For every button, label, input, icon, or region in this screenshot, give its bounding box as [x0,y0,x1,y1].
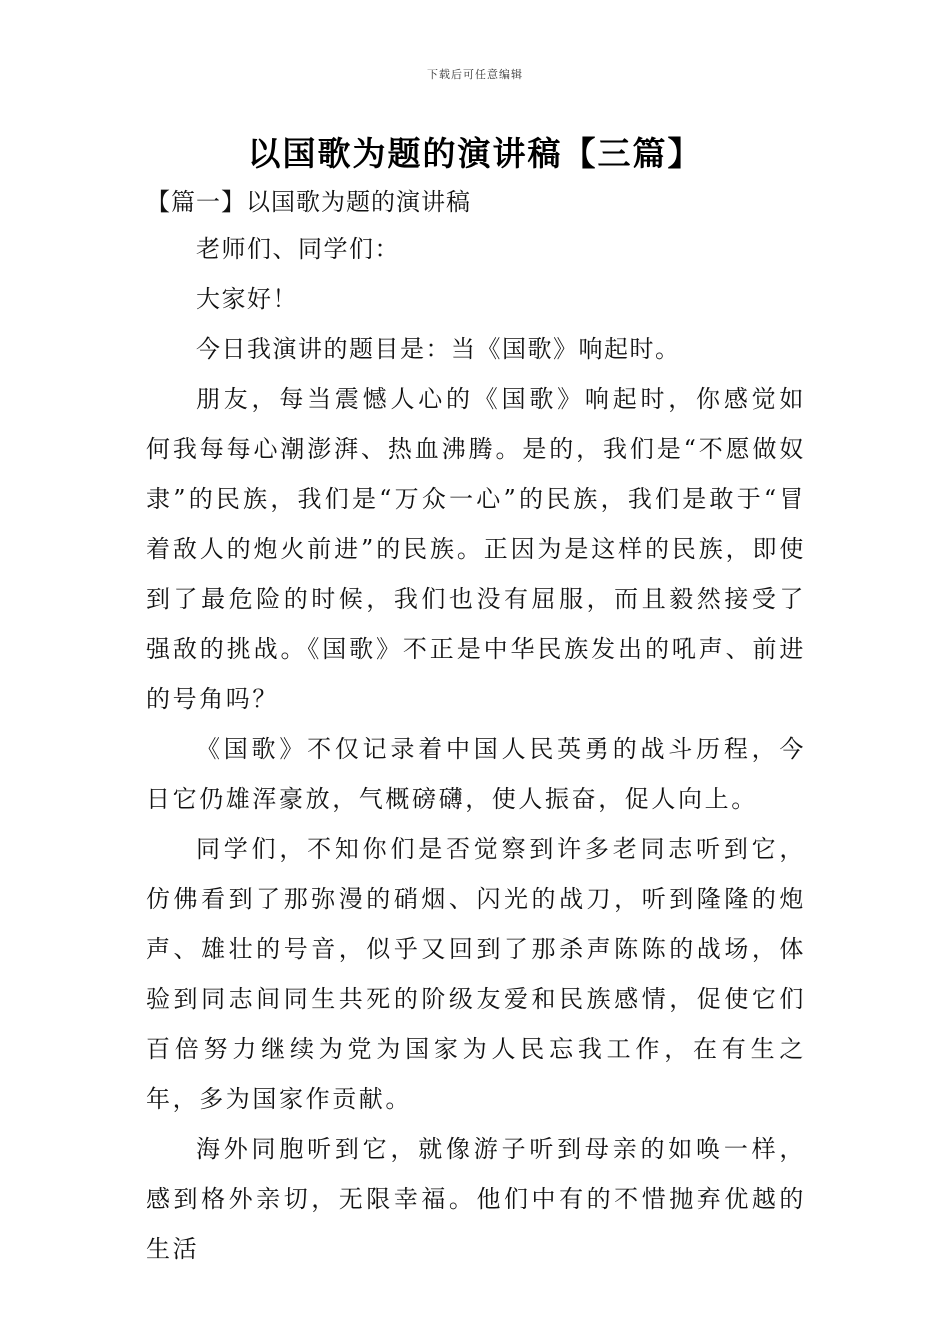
paragraph: 海外同胞听到它，就像游子听到母亲的如唤一样，感到格外亲切，无限幸福。他们中有的不惜抛弃优越的生活 [146,1135,806,1263]
section-heading: 【篇一】以国歌为题的演讲稿 [146,188,471,216]
paragraph: 朋友，每当震憾人心的《国歌》响起时，你感觉如何我每每心潮澎湃、热血沸腾。是的，我们是“不愿做奴隶”的民族，我们是“万众一心”的民族，我们是敢于“冒着敌人的炮火前进”的民族。正因为是这样的民族，即使到了最危险的时候，我们也没有屈服，而且毅然接受了强敌的挑战。《国歌》不正是中华民族发出的吼声、前进的号角吗？ [146,385,806,713]
paragraph-greeting: 大家好！ [196,285,298,313]
paragraph-topic: 今日我演讲的题目是：当《国歌》响起时。 [196,335,681,363]
paragraph-greeting-audience: 老师们、同学们： [196,235,400,263]
document-title: 以国歌为题的演讲稿【三篇】 [247,134,703,173]
header-note: 下载后可任意编辑 [427,68,523,81]
paragraph: 《国歌》不仅记录着中国人民英勇的战斗历程，今日它仍雄浑豪放，气概磅礴，使人振奋，促人向上。 [146,735,806,813]
speech-body [146,224,806,1274]
paragraph: 同学们，不知你们是否觉察到许多老同志听到它，仿佛看到了那弥漫的硝烟、闪光的战刀，听到隆隆的炮声、雄壮的号音，似乎又回到了那杀声陈陈的战场，体验到同志间同生共死的阶级友爱和民族感情，促使它们百倍努力继续为党为国家为人民忘我工作，在有生之年，多为国家作贡献。 [146,835,806,1113]
